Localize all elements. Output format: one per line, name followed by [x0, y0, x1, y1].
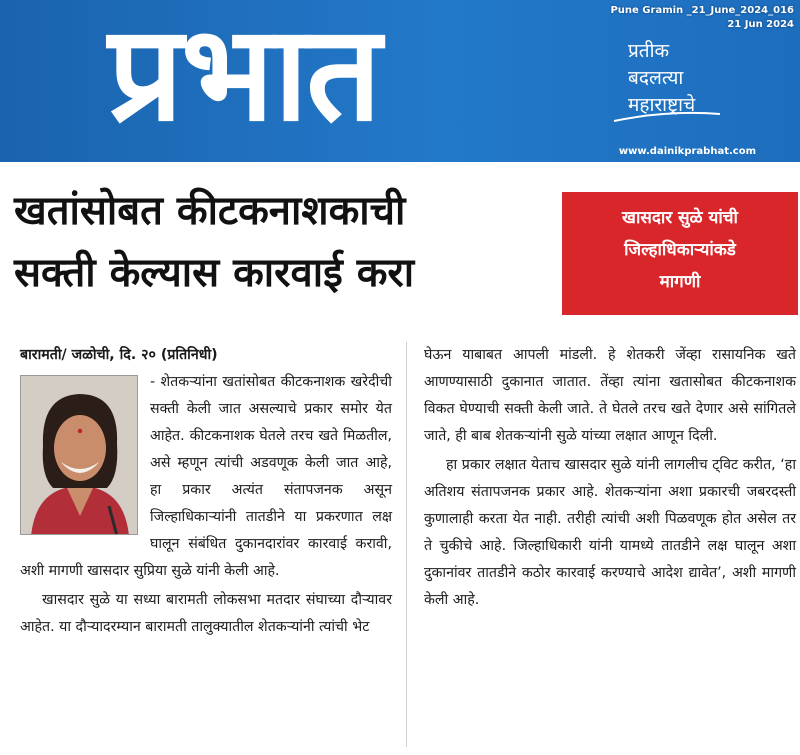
website-link[interactable]: www.dainikprabhat.com — [618, 146, 756, 157]
tagline-line-3: महाराष्ट्राचे — [628, 94, 696, 116]
article-headline — [14, 180, 574, 304]
edition-info — [610, 4, 794, 32]
edition-name: Pune Gramin _21_June_2024_016 — [610, 5, 794, 16]
person-photo — [20, 375, 138, 535]
headline-line-2: सक्ती केल्यास कारवाई करा — [14, 249, 415, 296]
tagline — [628, 38, 778, 119]
subheadline-box — [562, 192, 798, 315]
article-paragraph-1: - शेतकऱ्यांना खतांसोबत कीटकनाशक खरेदीची सक्ती केली जात असल्याचे प्रकार समोर येत आहेत. कीटकनाशक घेतले तरच खते मिळतील, असे म्हणून त्यांची अडवणूक केली जात आहे, हा प्रकार अत्यंत संतापजनक असून जिल्हाधिकाऱ्यांनी तातडीने या प्रकरणात लक्ष घालून संबंधित दुकानदारांवर कारवाई करावी, अशी मागणी खासदार सुप्रिया सुळे यांनी केली आहे. — [20, 374, 392, 579]
newspaper-logo: प्रभात — [108, 0, 380, 151]
tagline-line-2: बदलत्या — [628, 67, 684, 89]
article-column-right — [424, 342, 796, 614]
portrait-icon — [21, 376, 138, 535]
masthead — [0, 0, 800, 162]
column-divider — [406, 342, 407, 747]
article-paragraph-2: खासदार सुळे या सध्या बारामती लोकसभा मतदार संघाच्या दौऱ्यावर आहेत. या दौऱ्यादरम्यान बारामती तालुक्यातील शेतकऱ्यांनी त्यांची भेट — [20, 592, 392, 635]
article-column-left — [20, 342, 392, 641]
headline-line-1: खतांसोबत कीटकनाशकाची — [14, 187, 406, 234]
swoosh-icon — [612, 108, 722, 124]
masthead-divider — [0, 162, 800, 165]
subheadline-line-3: मागणी — [659, 272, 701, 292]
article-dateline: बारामती/ जळोची, दि. २० (प्रतिनिधी) — [20, 347, 218, 363]
subheadline-line-1: खासदार सुळे यांची — [622, 208, 738, 228]
subheadline-line-2: जिल्हाधिकाऱ्यांकडे — [624, 240, 736, 260]
edition-date: 21 Jun 2024 — [727, 19, 794, 30]
article-paragraph-3: घेऊन याबाबत आपली मांडली. हे शेतकरी जेंव्हा रासायनिक खते आणण्यासाठी दुकानात जातात. तेंव्हा त्यांना खतासोबत कीटकनाशक विकत घेण्याची सक्ती केली जाते. ते घेतले तरच खते देणार असे सांगितले जाते, ही बाब शेतकऱ्यांनी सुळे यांच्या लक्षात आणून दिली. — [424, 347, 796, 444]
article-paragraph-4: हा प्रकार लक्षात येताच खासदार सुळे यांनी लागलीच ट्विट करीत, ‘हा अतिशय संतापजनक प्रकार आहे. शेतकऱ्यांना अशा प्रकारची जबरदस्ती कुणालाही करता येत नाही. तरीही त्यांची अशी पिळवणूक होत असेल तर ते चुकीचे आहे. जिल्हाधिकारी यांनी यामध्ये तातडीने लक्ष घालून अशा दुकानांवर तातडीने कठोर कारवाई करण्याचे आदेश द्यावेत’, अशी मागणी केली आहे. — [424, 457, 796, 608]
tagline-line-1: प्रतीक — [628, 40, 670, 62]
